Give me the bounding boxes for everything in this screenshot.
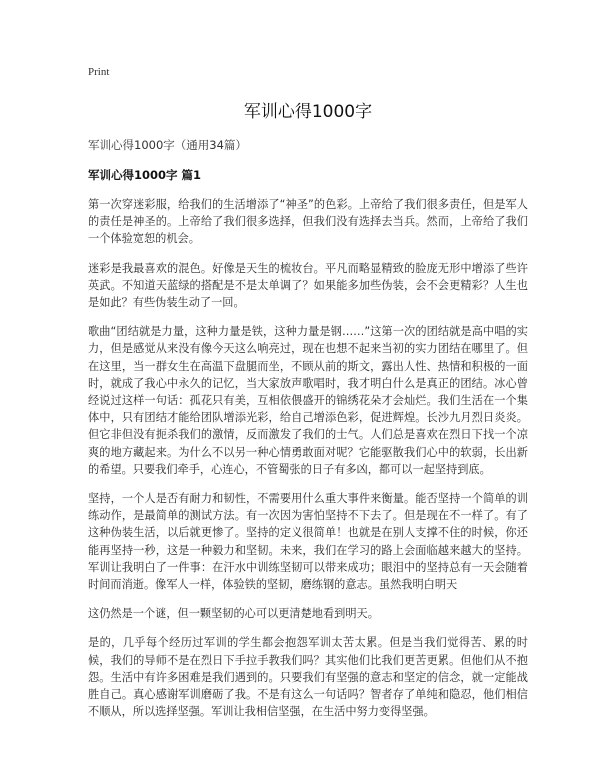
paragraph-4: 坚持，一个人是否有耐力和韧性，不需要用什么重大事件来衡量。能否坚持一个简单的训练动作，是最简单的测试方法。有一次因为害怕坚持不下去了。但是现在不一样了。有了这种伪装生活，以后就更惨了。坚持的定义很简单！也就是在别人支撑不住的时候，你还能再坚持一秒，这是一种毅力和坚韧。未来，我们在学习的路上会面临越来越大的坚持。军训让我明白了一件事：在汗水中训练坚韧可以带来成功；眼泪中的坚持总有一天会随着时间而消逝。像军人一样，体验铁的坚韧，磨练钢的意志。虽然我明白明天 bbox=[88, 492, 528, 592]
paragraph-2: 迷彩是我最喜欢的混色。好像是天生的梳妆台。平凡而略显精致的脸庞无形中增添了些许英武。不知道天蓝绿的搭配是不是太单调了？如果能多加些伪装，会不会更精彩？人生也是如此？有些伪装生动了一回。 bbox=[88, 261, 528, 310]
document-subtitle: 军训心得1000字（通用34篇） bbox=[88, 138, 247, 152]
paragraph-5: 这仍然是一个谜，但一颗坚韧的心可以更清楚地看到明天。 bbox=[88, 607, 379, 621]
page-title: 军训心得1000字 bbox=[243, 102, 373, 122]
section-heading: 军训心得1000字 篇1 bbox=[88, 168, 202, 182]
print-link[interactable]: Print bbox=[88, 66, 110, 78]
paragraph-6: 是的，几乎每个经历过军训的学生都会抱怨军训太苦太累。但是当我们觉得苦、累的时候，我们的导师不是在烈日下手拉手教我们吗？其实他们比我们更苦更累。但他们从不抱怨。生活中有许多困难是我们遇到的。只要我们有坚强的意志和坚定的信念，就一定能战胜自己。真心感谢军训磨砺了我。不是有这么一句话吗？智者存了单纯和隐忍，他们相信不顺从，所以选择坚强。军训让我相信坚强，在生活中努力变得坚强。 bbox=[88, 636, 528, 719]
document-page bbox=[88, 60, 528, 732]
paragraph-1: 第一次穿迷彩服，给我们的生活增添了“神圣”的色彩。上帝给了我们很多责任，但是军人的责任是神圣的。上帝给了我们很多选择，但我们没有选择去当兵。然而，上帝给了我们一个体验宽恕的机会。 bbox=[88, 198, 528, 246]
paragraph-3: 歌曲“团结就是力量，这种力量是铁，这种力量是钢……”这第一次的团结就是高中唱的实力，但是感觉从来没有像今天这么响亮过，现在也想不起来当初的实力团结在哪里了。但在这里，当一群女生在高温下盘腿而坐，不顾从前的斯文，露出人性、热情和积极的一面时，就成了我心中永久的记忆，当大家放声歌唱时，我才明白什么是真正的团结。冰心曾经说过这样一句话：孤花只有美，互相依偎盛开的锦绣花朵才会灿烂。我们生活在一个集体中，只有团结才能给团队增添光彩，给自己增添色彩，促进辉煌。长沙九月烈日炎炎。但它非但没有扼杀我们的激情，反而激发了我们的士气。人们总是喜欢在烈日下找一个凉爽的地方藏起来。为什么不以另一种心情勇敢面对呢？它能驱散我们心中的软弱，长出新的希望。只要我们牵手，心连心，不管蜀张的日子有多凶，都可以一起坚持到底。 bbox=[88, 325, 528, 476]
